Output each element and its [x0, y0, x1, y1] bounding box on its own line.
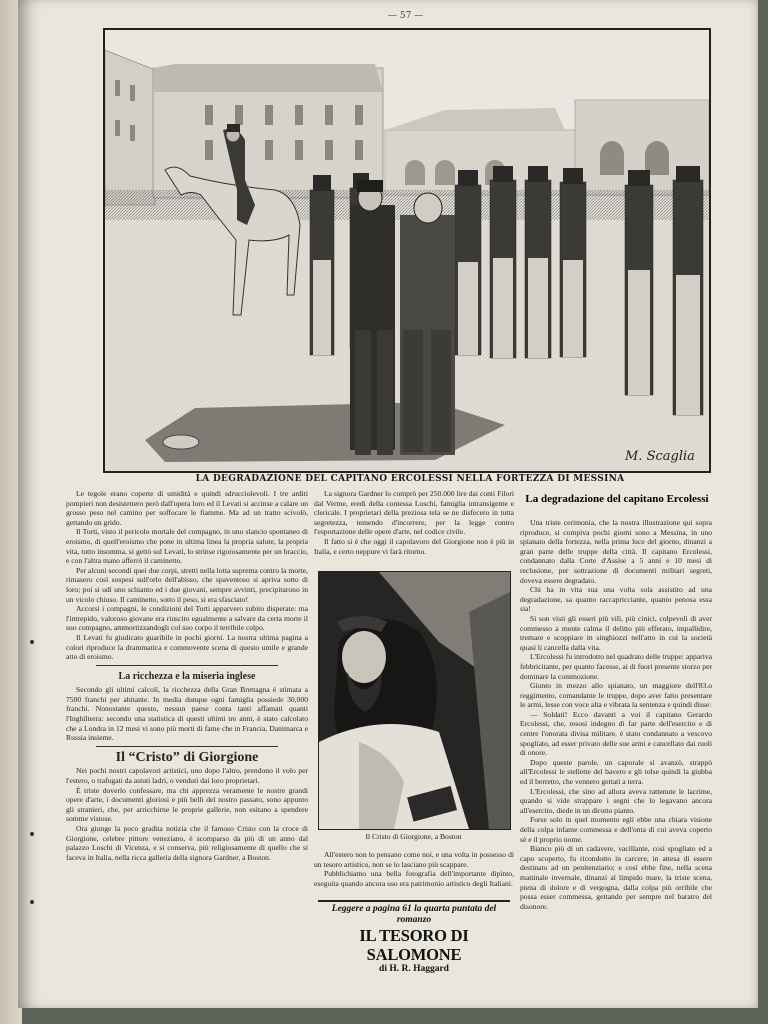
binding-hole	[30, 832, 34, 836]
paragraph: Si son visti gli esseri più vili, più cinici, colpevoli di aver commesso a mente calma il delitto più efferato, impallidire, tremare e scoppiare in singhiozzi nell'atto in cui la società quasi li cancella dalla vita.	[520, 613, 712, 652]
page-number: — 57 —	[388, 11, 424, 21]
binding-hole	[30, 900, 34, 904]
paragraph: Giunto in mezzo allo spianato, un maggiore dell'83.o reggimento, comandante le truppe, dopo aver fatto presentare le armi, lesse con voce alta e vibrata la sentenza e quindi disse:	[520, 681, 712, 710]
promo-author: di H. R. Haggard	[379, 964, 449, 974]
promo-intro: Leggere a pagina 61 la quarta puntata del romanzo	[331, 904, 497, 925]
paragraph: Una triste cerimonia, che la nostra illustrazione qui sopra riproduce, si compiva pochi giorni sono a Messina, in uno spianato della fortezza, nella prima luce del giorno, dinanzi a gran parte delle truppe della città. Il capitano Ercolessi, condannato dalla Corte d'Assise a 5 anni e 10 mesi di reclusione, per sottrazione di documenti militari segreti, doveva essere degradato.	[520, 518, 712, 585]
portrait-caption: Il Cristo di Giorgione, a Boston	[365, 832, 462, 841]
article-heading-degradazione: La degradazione del capitano Ercolessi	[525, 493, 709, 505]
paragraph: È triste doverlo confessare, ma chi apprezza veramente le nostre grandi opere d'arte, i documenti gloriosi e più belli del nostro passato, sono appunto gli stranieri, che, per arricchirne le proprie gallerie, non esitano a spendere somme vistose.	[66, 785, 308, 824]
paragraph: Secondo gli ultimi calcoli, la ricchezza della Gran Brettagna è stimata a 7500 franchi per abitante. In media dunque ogni famiglia possiede 30,000 franchi. Nonostante questo, nessun paese conta tanti affamati quanti l'Inghilterra: secondo una statistica di questi ultimi tre anni, è stato calcolato che a Londra in 12 mesi vi sono più morti di fame che in Francia, Danimarca e Russia insieme.	[66, 685, 308, 743]
promo-title: IL TESORO DI SALOMONE	[359, 926, 469, 964]
column-middle-continued	[314, 850, 514, 895]
column-middle	[314, 489, 514, 567]
paragraph: All'estero non lo pensano come noi, e una volta in possesso di un tesoro artistico, non se lo lasciano più scappare.	[314, 850, 514, 869]
binding-hole	[30, 640, 34, 644]
paragraph: Pubblichiamo una bella fotografia dell'importante dipinto, eseguita quando ancora uso era patrimonio artistico degli Italiani.	[314, 869, 514, 888]
engraving-illustration	[103, 28, 711, 473]
divider	[96, 665, 278, 666]
paragraph: Accorsi i compagni, le condizioni del Torti apparvero subito disperate: ma l'intrepido, valoroso giovane era riuscito egualmente a salvare da certa morte il suo compagno, ammortizzandogli col suo corpo il terribile colpo.	[66, 604, 308, 633]
paragraph: Il Torti, visto il pericolo mortale del compagno, in uno slancio spontaneo di eroismo, di quell'eroismo che pone in ultima linea la propria salute, la propria vita, tutto insomma, si gettò sul Levati, lo strinse rigorosamente per un braccio, e con l'altra mano afferrò il caminetto.	[66, 527, 308, 566]
engraving-drawing	[105, 30, 709, 471]
paragraph: Le tegole erano coperte di umidità e quindi sdrucciolevoli. I tre arditi pompieri non desistettero però dall'opera loro ed il Levati si accinse a calare un grosso peso nel camino per soffocare le fiamme. Ma ad un tratto scivolò, gettando un grido.	[66, 489, 308, 527]
article-heading-wealth: La ricchezza e la miseria inglese	[118, 670, 256, 682]
paragraph: Dopo queste parole, un caporale si avanzò, strappò all'Ercolessi le stellette del bavero e gli tolse quindi la giubba ed il berretto, che vennero gettati a terra.	[520, 757, 712, 787]
paragraph: — Soldati! Ecco davanti a voi il capitano Gerardo Ercolessi, che, resosi indegno di far parte dell'esercito e di centre l'onorata divisa militare, è stato condannato a vescovo spogliato, ad esser privato delle sue armi e cancellato dai ruoli di onore.	[520, 709, 712, 758]
paragraph: Forse solo in quel momento egli ebbe una chiara visione della colpa infame commessa e dell'onta di cui aveva coperto sè e il proprio nome.	[520, 815, 712, 844]
paragraph: Il fatto si è che oggi il capolavoro del Giorgione non è più in Italia, e certo neppure vi farà ritorno.	[314, 536, 514, 556]
article-heading-cristo: Il “Cristo” di Giorgione	[115, 749, 259, 765]
artist-signature: M. Scaglia	[625, 449, 695, 464]
novel-promo-box	[314, 898, 514, 974]
divider	[318, 900, 510, 902]
paragraph: Per alcuni secondi quei due corpi, stretti nella lotta suprema contro la morte, rimasero così sospesi sull'orlo dell'abisso, che spaventoso si apriva sotto di loro; poi si udì uno schianto ed i due giovani, sempre avvinti, precipitarono in un vicolo chiuso. Il caminetto, sotto il peso, si era sfasciato!	[66, 565, 308, 604]
portrait-cristo-giorgione	[318, 571, 511, 830]
illustration-caption: LA DEGRADAZIONE DEL CAPITANO ERCOLESSI NELLA FORTEZZA DI MESSINA	[195, 474, 625, 484]
portrait-drawing	[319, 572, 510, 829]
paragraph: L'Ercolessi, che sino ad allora aveva rattenute le lacrime, quando si vide strappare i segni che lo legavano ancora all'esercito, diede in un dirotto pianto.	[520, 786, 712, 815]
paragraph: Bianco più di un cadavere, vacillante, così spogliato ed a capo scoperto, fu ricondotto in carcere, in attesa di essere destinato ad un penitenziario; e così ebbe fine, nella scena mattinale invernale, dinanzi al limpido mare, la triste scena, piena di dolore e di vergogna, dalla colpa più orribile che possa esser commessa, gettando per sempre nel baratro del disonore.	[520, 844, 712, 911]
paragraph: Chi ha in vita sua una volta sola assistito ad una degradazione, sa quanto raccapricciante, quanto penosa essa sia!	[520, 585, 712, 614]
paragraph: La signora Gardner lo comprò per 250.000 lire dai conti Filori dal Verme, eredi della contessa Loschi, famiglia intransigente e clericale. I proprietari della preziosa tela se ne disfecero in tutta segretezza, temendo d'incorrere, per la legge contro l'esportazione delle opere d'arte, nel codice civile.	[314, 489, 514, 537]
paragraph: Ora giunge la poco gradita notizia che il famoso Cristo con la croce di Giorgione, celebre pittore veneziano, è scomparso da più di un anno dal palazzo Loschi di Vicenza, e si conserva, più religiosamente di quello che si faceva in Italia, nella ricca galleria della signora Gardner, a Boston.	[66, 824, 308, 862]
paragraph: L'Ercolessi fu introdotto nel quadrato delle truppe: appariva febbricitante, per quanto facesse, ai di fuori presente storzo per dominare la commozione.	[520, 652, 712, 681]
column-right	[520, 518, 712, 964]
paragraph: Il Levati fu giudicato guaribile in pochi giorni. La nostra ultima pagina a colori riproduce la drammatica e commovente scena di questo umile e grande atto di eroismo.	[66, 632, 308, 662]
divider	[96, 746, 278, 747]
paragraph: Nei pochi nostri capolavori artistici, uno dopo l'altro, prendono il volo per l'estero, o trafugati da astuti ladri, o venduti dai loro proprietari.	[66, 766, 308, 786]
column-left	[66, 489, 308, 997]
